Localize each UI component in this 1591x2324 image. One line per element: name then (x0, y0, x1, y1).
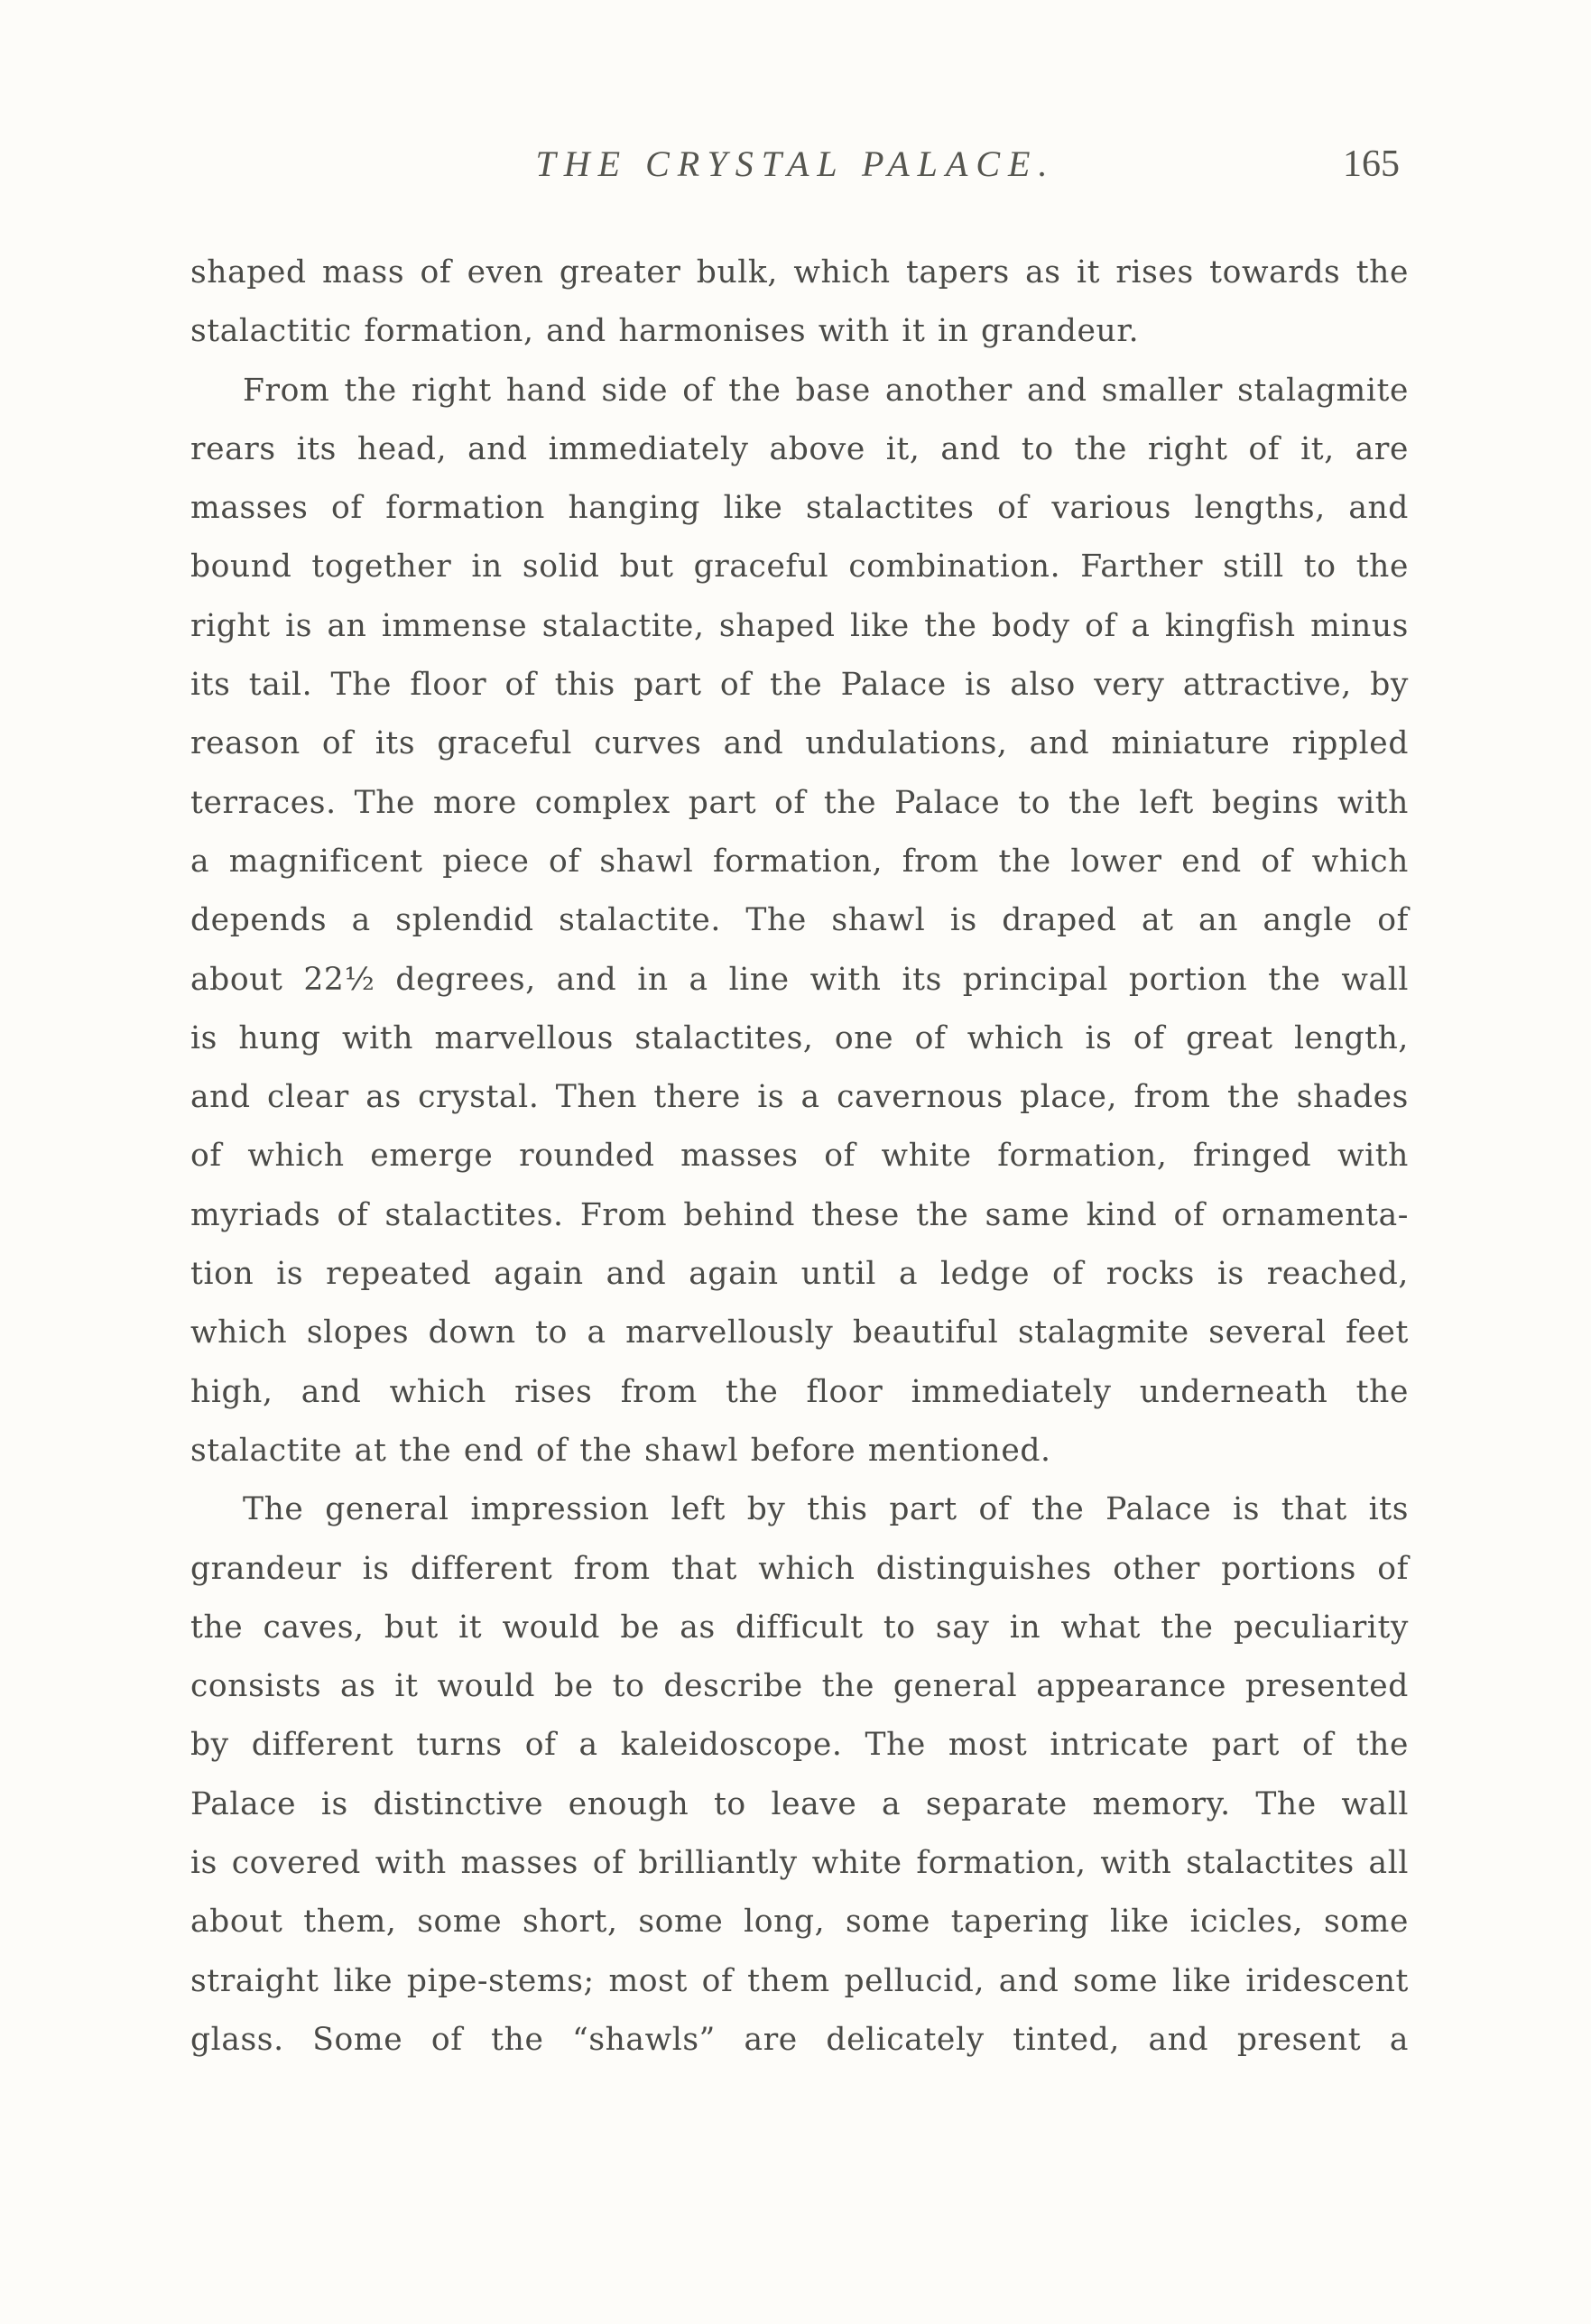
paragraph (190, 1480, 1409, 2070)
text-line: a magnificent piece of shawl formation, from the lower end of which (190, 843, 1409, 880)
text-line: tion is repeated again and again until a ledge of rocks is reached, (190, 1256, 1409, 1293)
text-line: and clear as crystal. Then there is a cavernous place, from the shades (190, 1079, 1409, 1116)
paragraph (190, 244, 1409, 362)
text-line: rears its head, and immediately above it, and to the right of it, are (190, 430, 1409, 467)
text-line: its tail. The floor of this part of the Palace is also very attractive, by (190, 667, 1409, 704)
text-line: straight like pipe-stems; most of them pellucid, and some like iridescent (190, 1962, 1409, 1999)
text-line: right is an immense stalactite, shaped like the body of a kingfish minus (190, 607, 1409, 644)
text-line: Palace is distinctive enough to leave a separate memory. The wall (190, 1785, 1409, 1822)
page-number: 165 (1343, 143, 1400, 185)
running-title: THE CRYSTAL PALACE. (535, 143, 1056, 184)
text-line: stalactite at the end of the shawl before mentioned. (190, 1432, 1051, 1469)
text-line: is hung with marvellous stalactites, one of which is of great length, (190, 1019, 1409, 1056)
text-line: From the right hand side of the base another and smaller stalagmite (243, 372, 1409, 409)
text-line: about 22½ degrees, and in a line with its principal portion the wall (190, 961, 1409, 998)
text-line: bound together in solid but graceful combination. Farther still to the (190, 549, 1409, 586)
text-line: masses of formation hanging like stalactites of various lengths, and (190, 490, 1409, 527)
text-line: myriads of stalactites. From behind these the same kind of ornamenta- (190, 1196, 1409, 1233)
text-line: stalactitic formation, and harmonises with it in grandeur. (190, 313, 1140, 350)
text-line: reason of its graceful curves and undulations, and miniature rippled (190, 725, 1409, 762)
text-line: glass. Some of the “shawls” are delicately tinted, and present a (190, 2021, 1409, 2058)
running-header (0, 143, 1591, 197)
text-line: shaped mass of even greater bulk, which tapers as it rises towards the (190, 254, 1409, 290)
text-line: The general impression left by this part of the Palace is that its (243, 1491, 1409, 1528)
text-line: the caves, but it would be as difficult to say in what the peculiarity (190, 1609, 1409, 1646)
paragraph (190, 362, 1409, 1481)
text-line: high, and which rises from the floor immediately underneath the (190, 1373, 1409, 1410)
text-line: terraces. The more complex part of the Palace to the left begins with (190, 784, 1409, 821)
body-text (190, 244, 1409, 2070)
text-line: of which emerge rounded masses of white formation, fringed with (190, 1138, 1409, 1175)
text-line: which slopes down to a marvellously beautiful stalagmite several feet (190, 1314, 1409, 1351)
text-line: depends a splendid stalactite. The shawl is draped at an angle of (190, 902, 1409, 939)
text-line: by different turns of a kaleidoscope. The most intricate part of the (190, 1727, 1409, 1764)
text-line: about them, some short, some long, some tapering like icicles, some (190, 1904, 1409, 1941)
text-line: is covered with masses of brilliantly white formation, with stalactites all (190, 1845, 1409, 1882)
text-line: grandeur is different from that which distinguishes other portions of (190, 1550, 1409, 1587)
text-line: consists as it would be to describe the general appearance presented (190, 1668, 1409, 1705)
